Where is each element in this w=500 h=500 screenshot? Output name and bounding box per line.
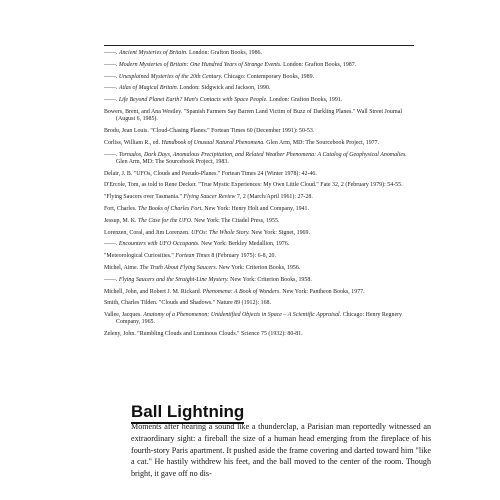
entry-title: The Case for the UFO. (138, 217, 193, 224)
entry-details: New York: Criterion Books, 1956. (217, 264, 301, 271)
entry-author: ——. (104, 97, 118, 104)
bibliography-entry (104, 289, 414, 296)
entry-title: Unexplained Mysteries of the 20th Century. (118, 73, 223, 80)
entry-author: Jessup, M. K. (104, 217, 137, 224)
entry-details: Glen Arm, MD: The Sourcebook Project, 1977. (264, 139, 380, 146)
bibliography-entry (104, 230, 414, 237)
bibliography-entry (104, 109, 414, 123)
entry-author: Zeleny, John. (104, 331, 136, 338)
entry-details: Chicago: Henry Regnery Company, 1965. (116, 312, 403, 326)
entry-details: New York: The Citadel Press, 1955. (192, 217, 280, 224)
bibliography-list (104, 50, 414, 343)
entry-author: Fort, Charles. (104, 205, 137, 212)
entry-details: 7, 2 (March/April 1961): 27-28. (235, 194, 313, 201)
entry-title: Flying Saucer Review (183, 194, 236, 201)
bibliography-entry (104, 206, 414, 213)
section-body-text: Moments after hearing a sound like a thunderclap, a Parisian man reportedly witnessed an extraordinary sight: a fireball the size of a human head emerging from the fireplace of his fourth-story Paris apartment. It pushed aside the frame covering and darted toward him "like a cat." He hastily withdrew his feet, and the ball moved to the center of the room. Though bright, it gave off no dis- (131, 422, 431, 479)
entry-details: London: Grafton Books, 1991. (267, 97, 343, 104)
entry-title: Tornados, Dark Days, Anomalous Precipitation, and Related Weather Phenomena: A Catalog of Geophysical Anomalies. (118, 151, 407, 158)
entry-author: Lorenzen, Coral, and Jim Lorenzen. (104, 229, 190, 236)
bibliography-entry (104, 265, 414, 272)
bibliography-entry (104, 62, 414, 69)
entry-details: "Cloud-Chasing Planes." Fortean Times 60 (December 1991): 50-53. (148, 127, 315, 134)
entry-author: D'Ercole, Tom, as told to Rene Decker. (104, 182, 197, 189)
entry-title: The Books of Charles Fort. (138, 205, 203, 212)
entry-title: Encounters with UFO Occupants. (118, 241, 200, 248)
entry-details: 8 (February 1975): 6-8, 20. (209, 253, 276, 260)
entry-author: ——. (104, 241, 118, 248)
entry-details: London: Sidgwick and Jackson, 1990. (178, 85, 271, 92)
entry-details: "UFOs, Clouds and Pseudo-Planes." Fortean Times 24 (Winter 1978): 42-46. (132, 170, 317, 177)
entry-title: Modern Mysteries of Britain: One Hundred Years of Strange Events. (118, 61, 282, 68)
bibliography-entry (104, 218, 414, 225)
entry-author: "Meteorological Curiosities." (104, 253, 174, 260)
entry-details: New York: Berkley Medallion, 1976. (199, 241, 290, 248)
entry-author: Michel, Aime. (104, 264, 139, 271)
entry-title: The Truth About Flying Saucers. (139, 264, 218, 271)
entry-title: Atlas of Magical Britain. (118, 85, 179, 92)
entry-title: Anatomy of a Phenomenon: Unidentified Objects in Space – A Scientific Appraisal. (143, 312, 342, 319)
bibliography-entry (104, 312, 414, 326)
entry-author: Bowers, Brent, and Ana Westley. (104, 108, 183, 115)
entry-details: New York: Signet, 1969. (249, 229, 310, 236)
section-heading: Ball Lightning (131, 402, 245, 421)
entry-details: "Clouds and Shadows." Nature 89 (1912): 168. (157, 300, 271, 307)
entry-author: Corliss, William R., ed. (104, 139, 160, 146)
entry-author: Michell, John, and Robert J. M. Rickard. (104, 288, 202, 295)
bibliography-entry (104, 300, 414, 307)
entry-author: Smith, Charles Tilden. (104, 300, 158, 307)
bibliography-entry (104, 140, 414, 147)
bibliography-entry (104, 152, 414, 166)
entry-author: ——. (104, 85, 118, 92)
entry-author: Brodu, Jean Louis. (104, 127, 149, 134)
bibliography-entry (104, 128, 414, 135)
entry-details: "True Mystic Experiences: My Own Little Cloud." Fate 32, 2 (February 1979): 54-55. (196, 182, 403, 189)
bibliography-entry (104, 74, 414, 81)
entry-details: New York: Henry Holt and Company, 1941. (202, 205, 309, 212)
entry-details: Chicago: Contemporary Books, 1989. (222, 73, 315, 80)
entry-details: London: Grafton Books, 1986. (187, 50, 263, 56)
bibliography-entry (104, 253, 414, 260)
entry-title: UFOs: The Whole Story. (191, 229, 250, 236)
bibliography-entry (104, 97, 414, 104)
entry-details: London: Grafton Books, 1987. (281, 61, 357, 68)
top-rule (104, 45, 414, 46)
entry-author: ——. (104, 151, 118, 158)
entry-details: New York: Criterion Books, 1958. (228, 276, 312, 283)
entry-details: "Spanish Farmers Say Barren Land Victim of Buzz of Darkling Planes." Wall Street Journal (August 6, 1985). (116, 108, 403, 123)
entry-title: Fortean Times (175, 253, 210, 260)
entry-title: Life Beyond Planet Earth? Man's Contacts with Space People. (118, 97, 268, 104)
entry-author: ——. (104, 50, 118, 56)
entry-title: Phenomena: A Book of Wonders. (202, 288, 281, 295)
entry-author: ——. (104, 61, 118, 68)
entry-author: Delair, J. B. (104, 170, 133, 177)
entry-author: ——. (104, 73, 118, 80)
entry-author: ——. (104, 276, 118, 283)
entry-author: Vallee, Jacques. (104, 312, 142, 319)
bibliography-entry (104, 182, 414, 189)
entry-details: "Rumbling Clouds and Luminous Clouds." Science 75 (1932): 80-81. (135, 331, 303, 338)
bibliography-entry (104, 85, 414, 92)
entry-details: New York: Pantheon Books, 1977. (280, 288, 365, 295)
entry-title: Ancient Mysteries of Britain. (118, 50, 188, 56)
bibliography-entry (104, 277, 414, 284)
entry-title: Handbook of Unusual Natural Phenomena. (161, 139, 265, 146)
bibliography-entry (104, 50, 414, 57)
entry-title: Flying Saucers and the Straight-Line Mystery. (118, 276, 229, 283)
bibliography-entry (104, 171, 414, 178)
bibliography-entry (104, 331, 414, 338)
bibliography-entry (104, 241, 414, 248)
entry-author: "Flying Saucers over Tasmania." (104, 194, 182, 201)
bibliography-entry (104, 194, 414, 201)
entry-details: Glen Arm, MD: The Sourcebook Project, 1983. (116, 158, 229, 165)
